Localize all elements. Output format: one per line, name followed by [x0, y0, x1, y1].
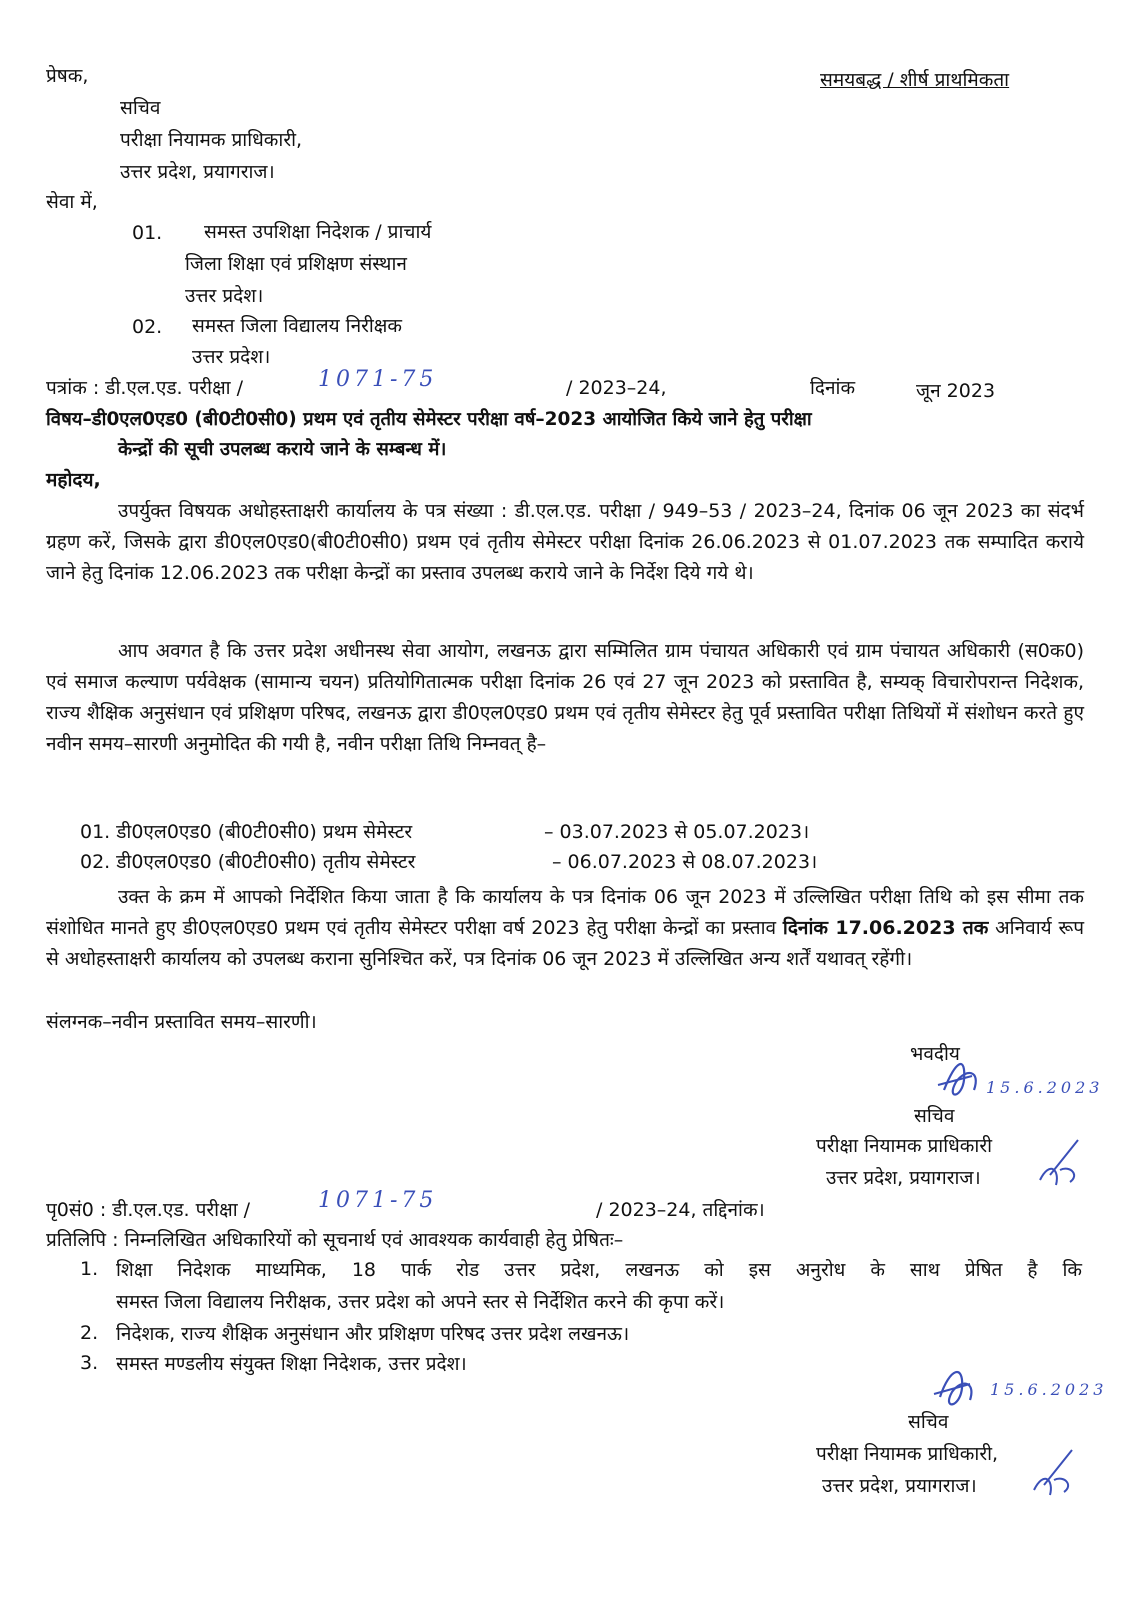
copy-item-number: 2.: [80, 1322, 99, 1344]
copy-ref-year: / 2023–24, तद्दिनांक।: [596, 1199, 765, 1221]
signatory-title: सचिव: [908, 1411, 949, 1433]
schedule-label: 01. डी0एल0एड0 (बी0टी0सी0) प्रथम सेमेस्टर: [80, 821, 413, 843]
recipient-line: उत्तर प्रदेश।: [192, 346, 271, 368]
signatory-office: परीक्षा नियामक प्राधिकारी: [816, 1135, 993, 1157]
copy-item-text: समस्त मण्डलीय संयुक्त शिक्षा निदेशक, उत्तर प्रदेश।: [116, 1353, 467, 1375]
handwritten-date: 15.6.2023: [990, 1380, 1108, 1399]
deadline-highlight: दिनांक 17.06.2023 तक: [782, 917, 989, 939]
signatory-place: उत्तर प्रदेश, प्रयागराज।: [826, 1167, 981, 1189]
copy-ref-prefix: पृ0सं0 : डी.एल.एड. परीक्षा /: [46, 1199, 251, 1221]
enclosure: संलग्नक–नवीन प्रस्तावित समय–सारणी।: [46, 1011, 317, 1033]
copy-item-text: समस्त जिला विद्यालय निरीक्षक, उत्तर प्रदेश को अपने स्तर से निर्देशित करने की कृपा करें।: [116, 1291, 725, 1313]
subject-line-2: केन्द्रों की सूची उपलब्ध कराये जाने के सम्बन्ध में।: [118, 439, 447, 460]
recipient-number: 01.: [132, 222, 163, 244]
closing: भवदीय: [910, 1043, 960, 1065]
sender-line: सचिव: [120, 97, 161, 119]
subject-line-1: विषय–डी0एल0एड0 (बी0टी0सी0) प्रथम एवं तृतीय सेमेस्टर परीक्षा वर्ष–2023 आयोजित किये जाने हेतु परीक्षा: [46, 409, 812, 430]
initials-scribble: [1024, 1440, 1084, 1500]
sender-line: उत्तर प्रदेश, प्रयागराज।: [120, 161, 275, 183]
recipient-line: समस्त जिला विद्यालय निरीक्षक: [192, 315, 403, 337]
copy-item-number: 1.: [80, 1258, 99, 1280]
recipient-number: 02.: [132, 316, 163, 338]
sender-label: प्रेषक,: [46, 65, 89, 87]
recipient-line: समस्त उपशिक्षा निदेशक / प्राचार्य: [204, 221, 432, 243]
ref-prefix: पत्रांक : डी.एल.एड. परीक्षा /: [46, 377, 244, 399]
schedule-label: 02. डी0एल0एड0 (बी0टी0सी0) तृतीय सेमेस्टर: [80, 851, 416, 873]
recipient-line: जिला शिक्षा एवं प्रशिक्षण संस्थान: [185, 253, 407, 275]
signatory-office: परीक्षा नियामक प्राधिकारी,: [816, 1443, 999, 1465]
copy-item-number: 3.: [80, 1352, 99, 1374]
initials-scribble: [1030, 1130, 1090, 1190]
ref-year: / 2023–24,: [566, 377, 667, 399]
signature-scribble: [926, 1040, 1086, 1110]
copy-item-text: शिक्षा निदेशक माध्यमिक, 18 पार्क रोड उत्तर प्रदेश, लखनऊ को इस अनुरोध के साथ प्रेषित है कि: [116, 1259, 1082, 1281]
ref-date-label: दिनांक: [810, 377, 856, 399]
body-paragraph-3: उक्त के क्रम में आपको निर्देशित किया जाता है कि कार्यालय के पत्र दिनांक 06 जून 2023 में उल्लिखित परीक्षा तिथि को इस सीमा तक संशोधित मानते हुए डी0एल0एड0 प्रथम एवं तृतीय सेमेस्टर परीक्षा वर्ष 2023 हेतु परीक्षा केन्द्रों का प्रस्ताव दिनांक 17.06.2023 तक अनिवार्य रूप से अधोहस्ताक्षरी कार्यालय को उपलब्ध कराना सुनिश्चित करें, पत्र दिनांक 06 जून 2023 में उल्लिखित अन्य शर्तें यथावत् रहेंगी।: [46, 886, 1084, 970]
schedule-dates: – 03.07.2023 से 05.07.2023।: [544, 821, 810, 843]
signatory-title: सचिव: [914, 1105, 955, 1127]
handwritten-ref-number: 1071-75: [318, 367, 438, 392]
recipient-line: उत्तर प्रदेश।: [185, 285, 264, 307]
to-label: सेवा में,: [46, 191, 98, 213]
copy-item-text: निदेशक, राज्य शैक्षिक अनुसंधान और प्रशिक्षण परिषद उत्तर प्रदेश लखनऊ।: [116, 1323, 630, 1345]
schedule-dates: – 06.07.2023 से 08.07.2023।: [552, 851, 818, 873]
sender-line: परीक्षा नियामक प्राधिकारी,: [120, 129, 303, 151]
priority-label: समयबद्ध / शीर्ष प्राथमिकता: [820, 69, 1010, 91]
handwritten-copy-number: 1071-75: [318, 1188, 438, 1213]
ref-date-value: जून 2023: [916, 380, 996, 402]
handwritten-date: 15.6.2023: [986, 1078, 1104, 1097]
body-paragraph-1: उपर्युक्त विषयक अधोहस्ताक्षरी कार्यालय के पत्र संख्या : डी.एल.एड. परीक्षा / 949–53 / 2023–24, दिनांक 06 जून 2023 का संदर्भ ग्रहण करें, जिसके द्वारा डी0एल0एड0(बी0टी0सी0) प्रथम एवं तृतीय सेमेस्टर परीक्षा दिनांक 26.06.2023 से 01.07.2023 तक सम्पादित कराये जाने हेतु दिनांक 12.06.2023 तक परीक्षा केन्द्रों का प्रस्ताव उपलब्ध कराये जाने के निर्देश दिये गये थे।: [46, 500, 1084, 584]
copy-intro: प्रतिलिपि : निम्नलिखित अधिकारियों को सूचनार्थ एवं आवश्यक कार्यवाही हेतु प्रेषितः–: [46, 1229, 624, 1251]
body-paragraph-2: आप अवगत है कि उत्तर प्रदेश अधीनस्थ सेवा आयोग, लखनऊ द्वारा सम्मिलित ग्राम पंचायत अधिकारी एवं ग्राम पंचायत अधिकारी (स0क0) एवं समाज कल्याण पर्यवेक्षक (सामान्य चयन) प्रतियोगितात्मक परीक्षा दिनांक 26 एवं 27 जून 2023 को प्रस्तावित है, सम्यक् विचारोपरान्त निदेशक, राज्य शैक्षिक अनुसंधान एवं प्रशिक्षण परिषद, लखनऊ द्वारा डी0एल0एड0 प्रथम एवं तृतीय सेमेस्टर हेतु पूर्व प्रस्तावित परीक्षा तिथियों में संशोधन करते हुए नवीन समय–सारणी अनुमोदित की गयी है, नवीन परीक्षा तिथि निम्नवत् है–: [46, 640, 1084, 755]
signatory-place: उत्तर प्रदेश, प्रयागराज।: [822, 1475, 977, 1497]
salutation: महोदय,: [46, 469, 101, 491]
